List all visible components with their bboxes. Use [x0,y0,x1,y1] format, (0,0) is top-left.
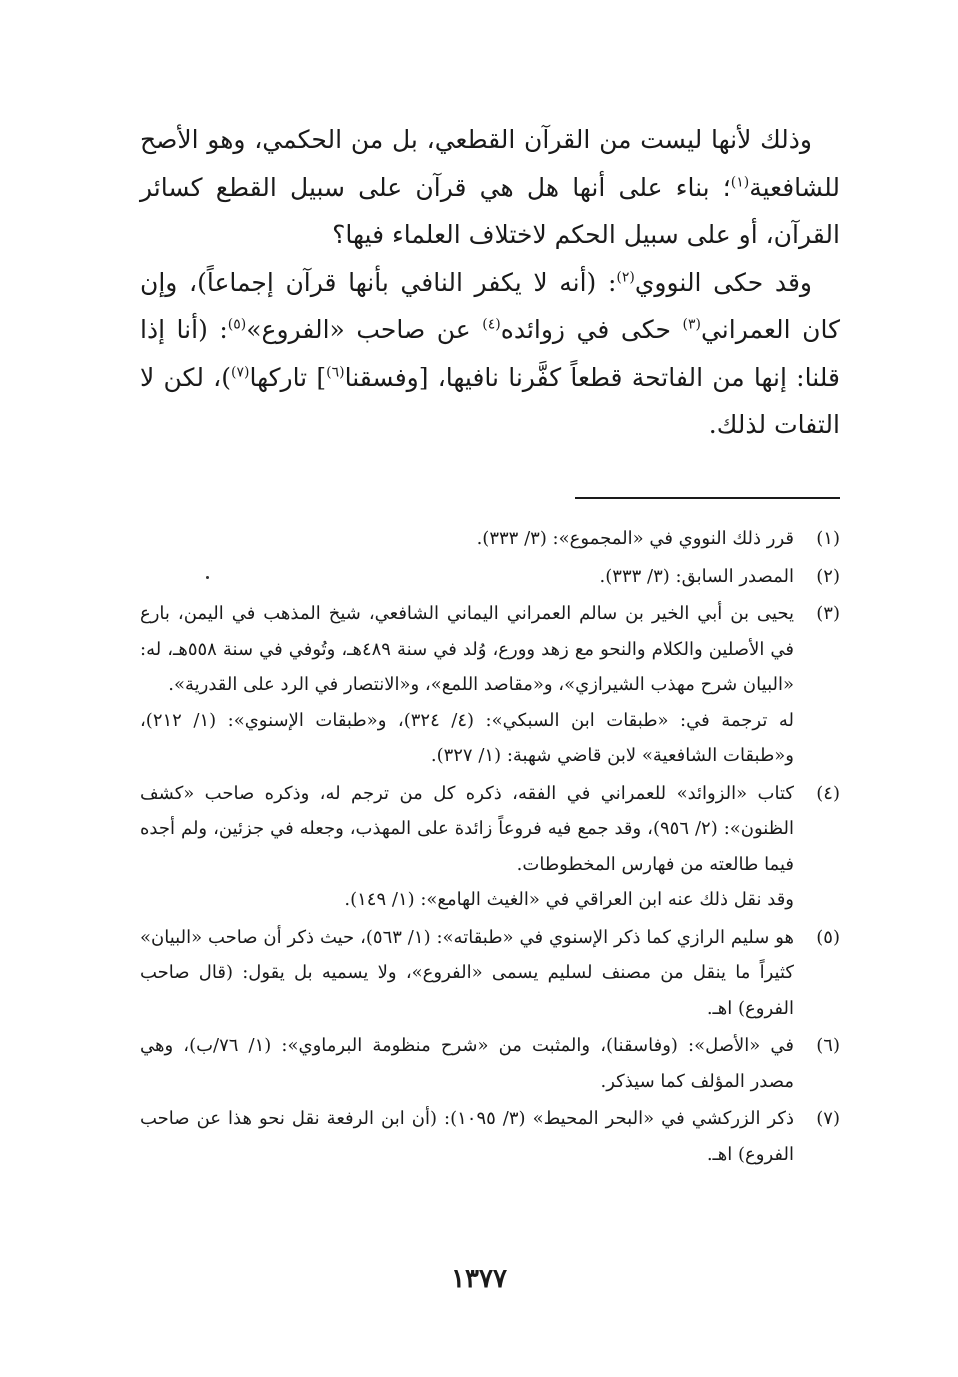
footnote-5 [140,920,840,1027]
footnote-text: وقد نقل ذلك عنه ابن العراقي في «الغيث الهامع»: (١/ ١٤٩). [344,889,794,910]
footnote-text: في «الأصل»: (وفاسقنا)، والمثبت من «شرح منظومة البرماوي»: (١/ ٧٦/ب)، وهي مصدر المؤلف كما سيذكر. [140,1035,794,1092]
footnote-ref-6: (٦) [326,364,345,381]
footnote-number: (٣) [816,603,840,624]
footnote-ref-4: (٤) [482,316,501,333]
footnote-2 [140,559,840,595]
footnote-number: (٧) [816,1108,840,1129]
footnote-separator [575,497,840,499]
footnote-number: (٦) [816,1035,840,1056]
footnote-number: (١) [816,528,840,549]
footnote-ref-3: (٣) [682,316,701,333]
footnote-6 [140,1028,840,1099]
footnote-3 [140,596,840,774]
footnote-text: كتاب «الزوائد» للعمراني في الفقه، ذكره كل من ترجم له، وذكره صاحب «كشف الظنون»: (٢/ ٩٥٦)، وقد جمع فيه فروعاً زائدة على المهذب، وجعله في جزئين، ولم أجده فيما طالعته من فهارس المخطوطات. [140,782,794,875]
footnote-ref-1: (١) [730,174,750,191]
footnote-text: ذكر الزركشي في «البحر المحيط» (٣/ ١٠٩٥): (أن ابن الرفعة نقل نحو هذا عن صاحب الفروع) اهـ. [140,1108,794,1165]
footnote-text: قرر ذلك النووي في «المجموع»: (٣/ ٣٣٣). [476,528,794,549]
paragraph-1: وذلك لأنها ليست من القرآن القطعي، بل من الحكمي، وهو الأصح للشافعية$^{(١)}$؛ بناء على أنها هل هي قرآن على سبيل القطع كسائر القرآن، أو على سبيل الحكم لاختلاف العلماء فيها؟ [140,125,840,249]
footnote-7 [140,1101,840,1172]
footnote-text: هو سليم الرازي كما ذكر الإسنوي في «طبقاته»: (١/ ٥٦٣)، حيث ذكر أن صاحب «البيان» كثيراً ما ينقل من مصنف لسليم يسمى «الفروع»، ولا يسميه بل يقول: (قال صاحب الفروع) اهـ. [140,926,794,1019]
footnote-ref-5: (٥) [227,316,247,333]
page-number: ١٣٧٧ [451,1264,507,1294]
footnote-text: المصدر السابق: (٣/ ٣٣٣). [599,565,794,587]
footnote-ref-2: (٢) [616,269,635,286]
footnote-4 [140,776,840,918]
footnote-number: (٥) [816,926,840,948]
footnote-text: له ترجمة في: «طبقات ابن السبكي»: (٤/ ٣٢٤)، و«طبقات الإسنوي»: (١/ ٢١٢)، و«طبقات الشافعية» لابن قاضي شهبة: (١/ ٣٢٧). [140,709,794,766]
footnote-ref-7: (٧) [230,364,250,381]
footnote-1 [140,521,840,557]
paragraph-2: وقد حكى النووي$^{(٢)}$: (أنه لا يكفر النافي بأنها قرآن إجماعاً)، وإن كان العمراني$^{(٣)}$ حكى في زوائده$^{(٤)}$ عن صاحب «الفروع»$^{(٥)}$: (أنا إذا قلنا: إنها من الفاتحة قطعاً كفَّرنا نافيها، [وفسقنا$^{(٦)}$] تاركها$^{(٧)}$)، لكن لا التفات لذلك. [140,267,840,439]
main-text [140,116,840,449]
footnote-number: (٤) [816,782,840,804]
footnote-text: يحيى بن أبي الخير بن سالم العمراني اليماني الشافعي، شيخ المذهب في اليمن، بارع في الأصلين والكلام والنحو مع زهد وورع، وُلد في سنة ٤٨٩هـ، وتُوفي في سنة ٥٥٨هـ، له: «البيان شرح مهذب الشيرازي»، و«مقاصد اللمع»، و«الانتصار في الرد على القدرية». [140,603,794,695]
footnote-number: (٢) [816,565,840,587]
footnotes [140,521,840,1174]
